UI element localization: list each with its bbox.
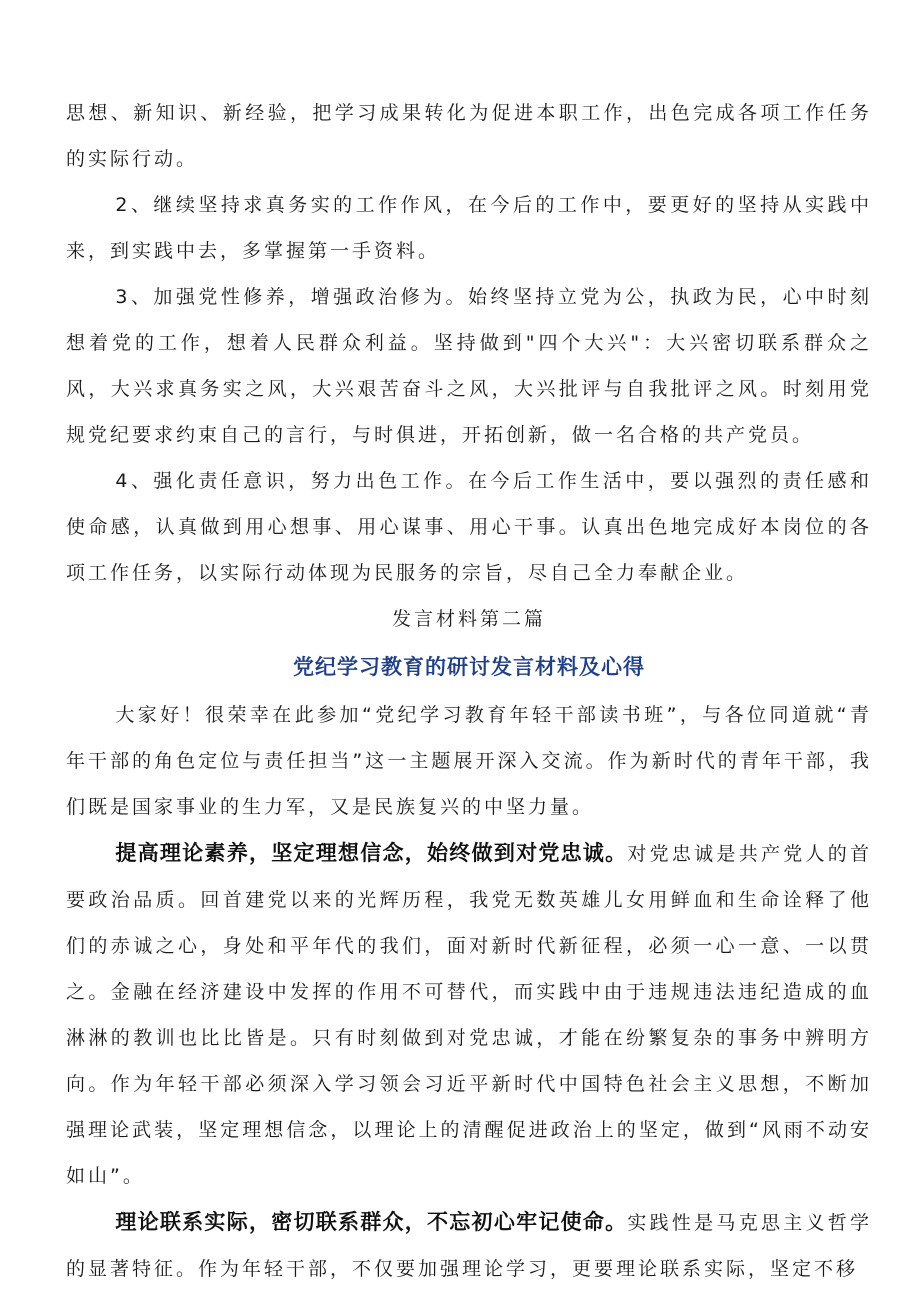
point-1-lead: 提高理论素养，坚定理想信念，始终做到对党忠诚。 — [115, 841, 628, 865]
paragraph-continuation: 思想、新知识、新经验，把学习成果转化为促进本职工作，出色完成各项工作任务的实际行动。 — [66, 102, 872, 170]
document-title: 党纪学习教育的研讨发言材料及心得 — [293, 655, 645, 679]
paragraph-item-3: 3、加强党性修养，增强政治修为。始终坚持立党为公，执政为民，心中时刻想着党的工作，想着人民群众利益。坚持做到"四个大兴"：大兴密切联系群众之风，大兴求真务实之风，大兴艰苦奋斗之风，大兴批评与自我批评之风。时刻用党规党纪要求约束自己的言行，与时俱进，开拓创新，做一名合格的共产党员。 — [66, 286, 872, 446]
point-2-body: 实践性是马克思主义哲学的显著特征。作为年轻干部，不仅要加强理论学习，更要理论联系实际，坚定不移 — [66, 1212, 872, 1280]
section-label: 发言材料第二篇 — [391, 608, 546, 630]
point-2-lead: 理论联系实际，密切联系群众，不忘初心牢记使命。 — [115, 1210, 628, 1234]
point-1-paragraph — [66, 830, 872, 1199]
intro-paragraph: 大家好！很荣幸在此参加“党纪学习教育年轻干部读书班”，与各位同道就“青年干部的角色定位与责任担当”这一主题展开深入交流。作为新时代的青年干部，我们既是国家事业的生力军，又是民族复兴的中坚力量。 — [66, 704, 872, 818]
point-1-body: 对党忠诚是共产党人的首要政治品质。回首建党以来的光辉历程，我党无数英雄儿女用鲜血和生命诠释了他们的赤诚之心，身处和平年代的我们，面对新时代新征程，必须一心一意、一以贯之。金融在经济建设中发挥的作用不可替代，而实践中由于违规违法违纪造成的血淋淋的教训也比比皆是。只有时刻做到对党忠诚，才能在纷繁复杂的事务中辨明方向。作为年轻干部必须深入学习领会习近平新时代中国特色社会主义思想，不断加强理论武装，坚定理想信念，以理论上的清醒促进政治上的坚定，做到“风雨不动安如山”。 — [66, 843, 872, 1187]
paragraph-item-2: 2、继续坚持求真务实的工作作风，在今后的工作中，要更好的坚持从实践中来，到实践中去，多掌握第一手资料。 — [66, 194, 872, 262]
paragraph-item-4: 4、强化责任意识，努力出色工作。在今后工作生活中，要以强烈的责任感和使命感，认真做到用心想事、用心谋事、用心干事。认真出色地完成好本岗位的各项工作任务，以实际行动体现为民服务的宗旨，尽自己全力奉献企业。 — [66, 470, 872, 584]
point-2-paragraph — [66, 1199, 872, 1292]
